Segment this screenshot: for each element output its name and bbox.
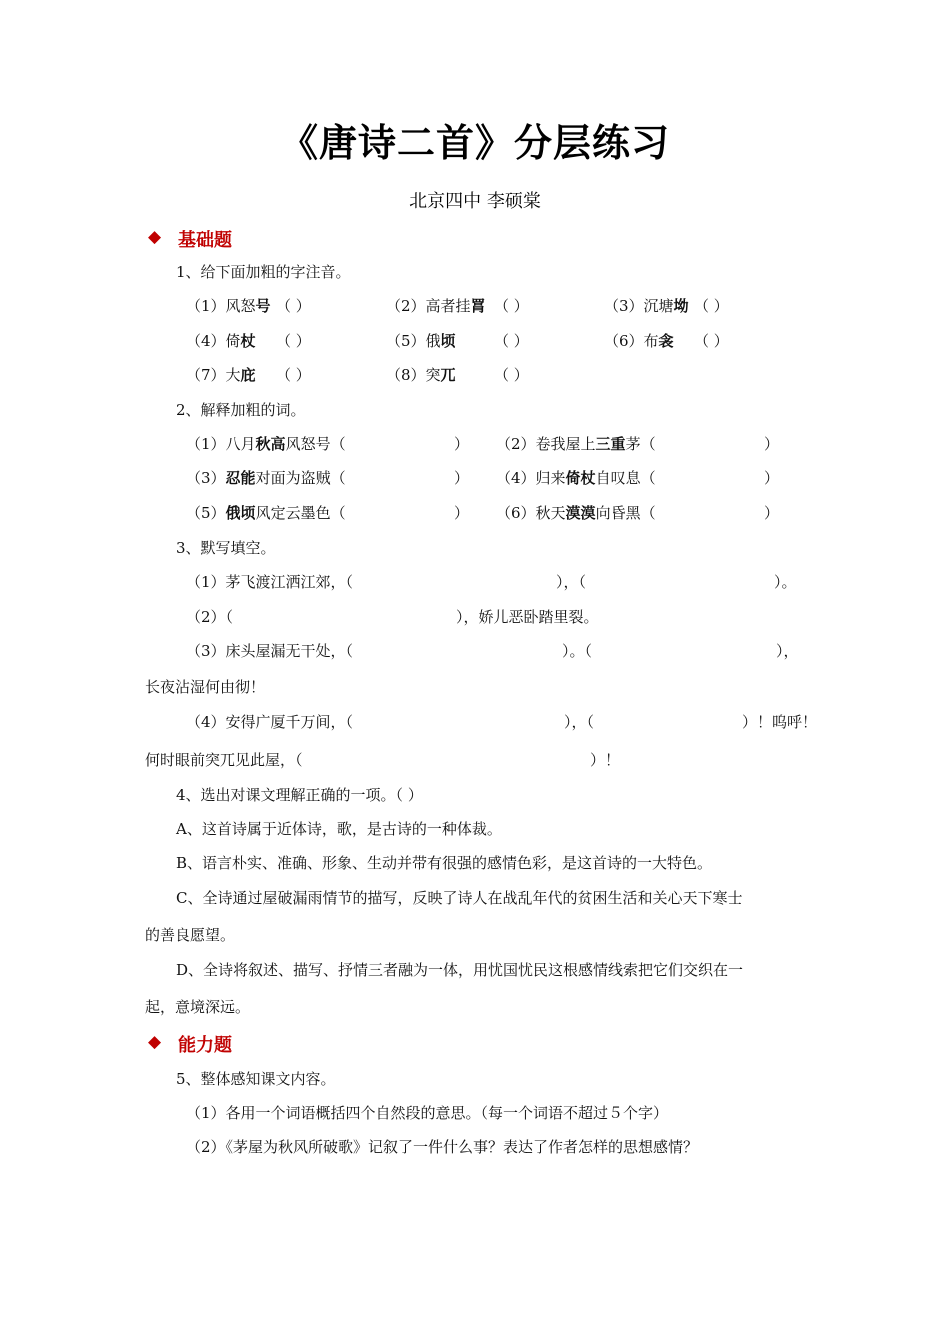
q3-line4-text: （4）安得广厦千万间，（ [186, 713, 354, 731]
q1-item: （5）俄顷 [386, 332, 456, 350]
q4-option-c: C、全诗通过屋破漏雨情节的描写，反映了诗人在战乱年代的贫困生活和关心天下寒士 [176, 889, 743, 907]
q1-item: （8）突兀 [386, 366, 456, 384]
q4-option-d: D、全诗将叙述、描写、抒情三者融为一体，用忧国忧民这根感情线索把它们交织在一 [176, 961, 744, 979]
q3-stem: 3、默写填空。 [176, 539, 276, 557]
q2-close-paren: ） [454, 469, 470, 487]
q2-close-paren: ） [764, 435, 780, 453]
q2-item: （3）忍能对面为盗贼（ [186, 469, 346, 487]
q5-sub1: （1）各用一个词语概括四个自然段的意思。（每一个词语不超过５个字） [186, 1104, 669, 1122]
q1-answer-blank[interactable]: （ ） [494, 332, 529, 350]
q5-sub2: （2）《茅屋为秋风所破歌》记叙了一件什么事？表达了作者怎样的思想感情？ [186, 1138, 699, 1156]
q4-option-a: A、这首诗属于近体诗，歌，是古诗的一种体裁。 [176, 820, 502, 838]
q2-close-paren: ） [454, 504, 470, 522]
q2-close-paren: ） [454, 435, 470, 453]
page-title: 《唐诗二首》分层练习 [279, 121, 670, 165]
q1-answer-blank[interactable]: （ ） [494, 366, 529, 384]
q1-item: （1）风怒号 [186, 297, 271, 315]
q2-item: （5）俄顷风定云墨色（ [186, 504, 346, 522]
q3-line3-end: ）， [776, 642, 799, 660]
q1-answer-blank[interactable]: （ ） [494, 297, 529, 315]
q3-line1-end: ）。 [774, 573, 797, 591]
diamond-bullet-icon: ◆ [148, 227, 162, 247]
q1-answer-blank[interactable]: （ ） [276, 297, 311, 315]
q1-answer-blank[interactable]: （ ） [276, 366, 311, 384]
q1-answer-blank[interactable]: （ ） [276, 332, 311, 350]
section-basic-label: 基础题 [178, 230, 232, 251]
q4-option-b: B、语言朴实、准确、形象、生动并带有很强的感情色彩，是这首诗的一大特色。 [176, 854, 713, 872]
q3-line2-end: ），娇儿恶卧踏里裂。 [456, 608, 599, 626]
q3-line3-mid: ）。（ [562, 642, 593, 660]
q2-stem: 2、解释加粗的词。 [176, 401, 306, 419]
q2-item: （6）秋天漠漠向昏黑（ [496, 504, 656, 522]
q3-line4-continuation: 何时眼前突兀见此屋，（ [145, 751, 303, 769]
q2-item: （1）八月秋高风怒号（ [186, 435, 346, 453]
q3-line3-text: （3）床头屋漏无干处，（ [186, 642, 354, 660]
q3-line4-end: ）！呜呼！ [742, 713, 818, 731]
q1-item: （6）布衾 [604, 332, 674, 350]
q3-line1-mid: ），（ [556, 573, 587, 591]
q5-stem: 5、整体感知课文内容。 [176, 1070, 336, 1088]
q3-line1-text: （1）茅飞渡江洒江郊，（ [186, 573, 354, 591]
q4-option-d-continuation: 起，意境深远。 [145, 998, 251, 1016]
q3-line4-mid: ），（ [564, 713, 595, 731]
q1-answer-blank[interactable]: （ ） [694, 332, 729, 350]
q1-item: （2）高者挂罥 [386, 297, 486, 315]
q1-item: （3）沉塘坳 [604, 297, 689, 315]
q2-close-paren: ） [764, 469, 780, 487]
author-line: 北京四中 李硕棠 [409, 191, 541, 212]
q2-item: （2）卷我屋上三重茅（ [496, 435, 656, 453]
q3-line4-close: ）！ [590, 751, 621, 769]
q1-item: （7）大庇 [186, 366, 256, 384]
q3-line3-continuation: 长夜沾湿何由彻！ [145, 678, 266, 696]
q2-item: （4）归来倚杖自叹息（ [496, 469, 656, 487]
q4-stem: 4、选出对课文理解正确的一项。（ ） [176, 786, 423, 804]
diamond-bullet-icon: ◆ [148, 1032, 162, 1052]
q3-line2-text: （2）（ [186, 608, 234, 626]
q2-close-paren: ） [764, 504, 780, 522]
q1-item: （4）倚杖 [186, 332, 256, 350]
section-ability-label: 能力题 [178, 1035, 232, 1056]
q1-stem: 1、给下面加粗的字注音。 [176, 263, 351, 281]
q4-option-c-continuation: 的善良愿望。 [145, 926, 236, 944]
q1-answer-blank[interactable]: （ ） [694, 297, 729, 315]
